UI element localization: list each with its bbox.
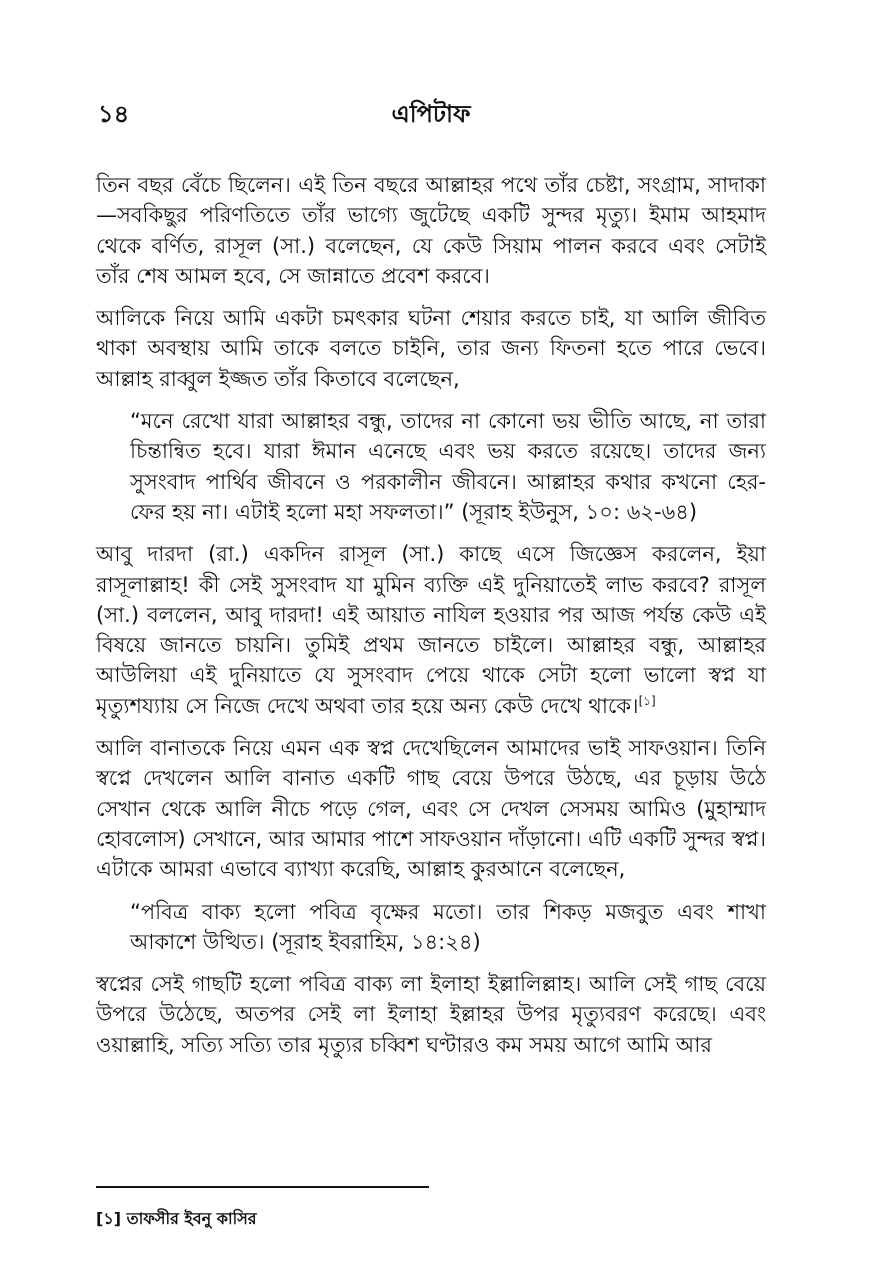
paragraph: স্বপ্নের সেই গাছটি হলো পবিত্র বাক্য লা ইলাহা ইল্লালিল্লাহ। আলি সেই গাছ বেয়ে উপরে উঠেছে, অতপর সেই লা ইলাহা ইল্লাহর উপর মৃত্যুবরণ করেছে। এবং ওয়াল্লাহি, সত্যি সত্যি তার মৃত্যুর চব্বিশ ঘণ্টারও কম সময় আগে আমি আর (96, 972, 766, 1057)
paragraph: আলি বানাতকে নিয়ে এমন এক স্বপ্ন দেখেছিলেন আমাদের ভাই সাফওয়ান। তিনি স্বপ্নে দেখলেন আলি বানাত একটি গাছ বেয়ে উপরে উঠছে, এর চূড়ায় উঠে সেখান থেকে আলি নীচে পড়ে গেল, এবং সে দেখল সেসময় আমিও (মুহাম্মাদ হোবলোস) সেখানে, আর আমার পাশে সাফওয়ান দাঁড়ানো। এটি একটি সুন্দর স্বপ্ন। এটাকে আমরা এভাবে ব্যাখ্যা করেছি, আল্লাহ কুরআনে বলেছেন, (96, 736, 766, 882)
paragraph: আলিকে নিয়ে আমি একটা চমৎকার ঘটনা শেয়ার করতে চাই, যা আলি জীবিত থাকা অবস্থায় আমি তাকে বলতে চাইনি, তার জন্য ফিতনা হতে পারে ভেবে। আল্লাহ রাব্বুল ইজ্জত তাঁর কিতাবে বলেছেন, (96, 306, 766, 391)
paragraph: তিন বছর বেঁচে ছিলেন। এই তিন বছরে আল্লাহর পথে তাঁর চেষ্টা, সংগ্রাম, সাদাকা—সবকিছুর পরিণতিতে তাঁর ভাগ্যে জুটেছে একটি সুন্দর মৃত্যু। ইমাম আহমাদ থেকে বর্ণিত, রাসূল (সা.) বলেছেন, যে কেউ সিয়াম পালন করবে এবং সেটাই তাঁর শেষ আমল হবে, সে জান্নাতে প্রবেশ করবে। (96, 173, 766, 288)
paragraph (96, 539, 766, 721)
body-text (96, 170, 766, 1072)
footnote: [১] তাফসীর ইবনু কাসির (96, 1209, 257, 1228)
running-title: এপিটাফ (391, 100, 471, 128)
footnote-divider (96, 1186, 429, 1188)
footnote-reference[interactable]: [১] (638, 693, 656, 708)
paragraph-text: আবু দারদা (রা.) একদিন রাসূল (সা.) কাছে এসে জিজ্ঞেস করলেন, ইয়া রাসূলাল্লাহ! কী সেই সুসংবাদ যা মুমিন ব্যক্তি এই দুনিয়াতেই লাভ করবে? রাসূল (সা.) বললেন, আবু দারদা! এই আয়াত নাযিল হওয়ার পর আজ পর্যন্ত কেউ এই বিষয়ে জানতে চায়নি। তুমিই প্রথম জানতে চাইলে। আল্লাহর বন্ধু, আল্লাহর আউলিয়া এই দুনিয়াতে যে সুসংবাদ পেয়ে থাকে সেটা হলো ভালো স্বপ্ন যা মৃত্যুশয্যায় সে নিজে দেখে অথবা তার হয়ে অন্য কেউ দেখে থাকে। (96, 542, 766, 718)
page-header (98, 96, 764, 136)
quote-block: “মনে রেখো যারা আল্লাহর বন্ধু, তাদের না কোনো ভয় ভীতি আছে, না তারা চিন্তান্বিত হবে। যারা ঈমান এনেছে এবং ভয় করতে রয়েছে। তাদের জন্য সুসংবাদ পার্থিব জীবনে ও পরকালীন জীবনে। আল্লাহর কথার কখনো হের-ফের হয় না। এটাই হলো মহা সফলতা।” (সূরাহ ইউনুস, ১০: ৬২-৬৪) (130, 409, 766, 524)
page-number: ১৪ (98, 100, 130, 128)
quote-block: “পবিত্র বাক্য হলো পবিত্র বৃক্ষের মতো। তার শিকড় মজবুত এবং শাখা আকাশে উত্থিত। (সূরাহ ইবরাহিম, ১৪:২৪) (130, 899, 766, 954)
